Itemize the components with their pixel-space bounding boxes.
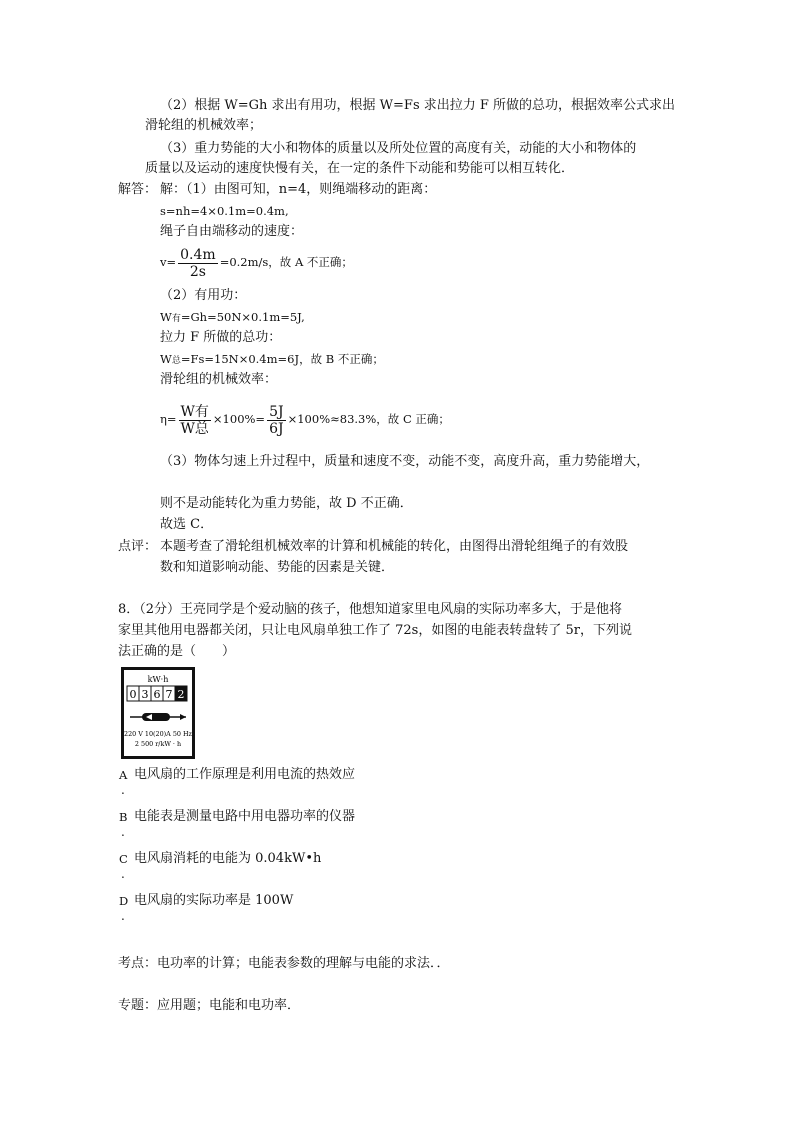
w-subscript-you: 有 bbox=[171, 314, 181, 324]
kaodian-line: 考点：电功率的计算；电能表参数的理解与电能的求法．． bbox=[118, 956, 450, 971]
solution-line-2: s=nh=4×0.1m=0.4m, bbox=[160, 204, 289, 218]
option-c-text: 电风扇消耗的电能为 0.04kW•h bbox=[134, 851, 322, 866]
meter-disc-arrow-icon bbox=[130, 713, 186, 721]
option-d-letter: D bbox=[119, 894, 129, 908]
meter-spec-1: 220 V 10(20)A 50 Hz bbox=[124, 730, 192, 738]
analysis-p2: （2）根据 W=Gh 求出有用功，根据 W=Fs 求出拉力 F 所做的总功，根据效率公式求出 bbox=[160, 98, 676, 113]
solution-line-9: 滑轮组的机械效率： bbox=[160, 372, 278, 387]
option-a-letter: A bbox=[119, 768, 128, 782]
option-a-dot: . bbox=[121, 783, 125, 797]
total-work-formula bbox=[160, 349, 384, 371]
efficiency-denominator-1: W总 bbox=[180, 420, 209, 437]
solution-line-12: 则不是动能转化为重力势能，故 D 不正确． bbox=[160, 496, 413, 511]
meter-digit: 2 bbox=[177, 688, 185, 701]
meter-digit: 7 bbox=[165, 688, 173, 701]
option-c-dot: . bbox=[121, 867, 125, 881]
efficiency-numerator-1: W有 bbox=[180, 403, 209, 420]
option-b-letter: B bbox=[119, 810, 128, 824]
zhuanti-line: 专题：应用题；电能和电功率． bbox=[118, 998, 301, 1013]
useful-work-value: =Gh=50N×0.1m=5J, bbox=[180, 310, 305, 324]
meter-spec-2: 2 500 r/kW · h bbox=[134, 740, 182, 748]
efficiency-numerator-2: 5J bbox=[269, 403, 284, 420]
comment-label: 点评： bbox=[118, 539, 158, 554]
option-d-dot: . bbox=[121, 909, 125, 923]
solution-line-1: 解：（1）由图可知，n=4，则绳端移动的距离： bbox=[160, 182, 437, 197]
velocity-result: =0.2m/s，故 A 不正确； bbox=[219, 255, 353, 269]
w-symbol: W bbox=[160, 310, 172, 324]
meter-digits bbox=[127, 686, 187, 701]
w-subscript-zong: 总 bbox=[171, 356, 181, 366]
meter-digit: 3 bbox=[141, 688, 149, 701]
efficiency-fraction-2 bbox=[267, 404, 286, 437]
eta-prefix: η= bbox=[160, 412, 177, 426]
solution-line-11: （3）物体匀速上升过程中，质量和速度不变，动能不变，高度升高，重力势能增大， bbox=[160, 454, 650, 469]
efficiency-result: ×100%≈83.3%，故 C 正确； bbox=[287, 412, 450, 426]
option-b-text: 电能表是测量电路中用电器功率的仪器 bbox=[134, 809, 356, 824]
velocity-numerator: 0.4m bbox=[180, 246, 216, 263]
analysis-p3: （3）重力势能的大小和物体的质量以及所处位置的高度有关，动能的大小和物体的 bbox=[160, 141, 637, 156]
efficiency-mid: ×100%= bbox=[212, 412, 266, 426]
efficiency-formula bbox=[160, 399, 450, 439]
option-a-text: 电风扇的工作原理是利用电流的热效应 bbox=[134, 767, 356, 782]
question-8-line-2: 家里其他用电器都关闭，只让电风扇单独工作了 72s，如图的电能表转盘转了 5r，下列说 bbox=[118, 623, 632, 638]
w-symbol: W bbox=[160, 352, 172, 366]
option-c-letter: C bbox=[119, 852, 128, 866]
solution-line-7: 拉力 F 所做的总功： bbox=[160, 330, 282, 345]
meter-digit: 6 bbox=[153, 688, 161, 701]
velocity-prefix: v= bbox=[160, 255, 177, 269]
velocity-denominator: 2s bbox=[189, 263, 206, 280]
option-b-dot: . bbox=[121, 825, 125, 839]
solution-label: 解答： bbox=[118, 182, 158, 197]
total-work-value: =Fs=15N×0.4m=6J，故 B 不正确； bbox=[180, 352, 384, 366]
option-d-text: 电风扇的实际功率是 100W bbox=[134, 893, 294, 908]
efficiency-fraction-1 bbox=[179, 404, 211, 437]
question-8-line-1: 8．（2分）王亮同学是个爱动脑的孩子，他想知道家里电风扇的实际功率多大，于是他将 bbox=[118, 602, 623, 617]
analysis-p3-cont: 质量以及运动的速度快慢有关，在一定的条件下动能和势能可以相互转化． bbox=[145, 161, 575, 176]
velocity-formula bbox=[160, 244, 353, 280]
solution-line-3: 绳子自由端移动的速度： bbox=[160, 224, 304, 239]
analysis-p2-cont: 滑轮组的机械效率； bbox=[145, 118, 263, 133]
electric-meter-figure bbox=[121, 667, 195, 759]
velocity-fraction bbox=[178, 247, 218, 280]
efficiency-denominator-2: 6J bbox=[269, 420, 284, 437]
meter-unit: kW·h bbox=[147, 675, 169, 684]
comment-line-1: 本题考查了滑轮组机械效率的计算和机械能的转化，由图得出滑轮组绳子的有效股 bbox=[160, 539, 629, 554]
useful-work-formula bbox=[160, 307, 305, 329]
comment-line-2: 数和知道影响动能、势能的因素是关键． bbox=[160, 560, 395, 575]
solution-line-13: 故选 C． bbox=[160, 517, 214, 532]
solution-line-5: （2）有用功： bbox=[160, 288, 247, 303]
meter-digit: 0 bbox=[129, 688, 137, 701]
question-8-line-3: 法正确的是（ ） bbox=[118, 644, 236, 659]
